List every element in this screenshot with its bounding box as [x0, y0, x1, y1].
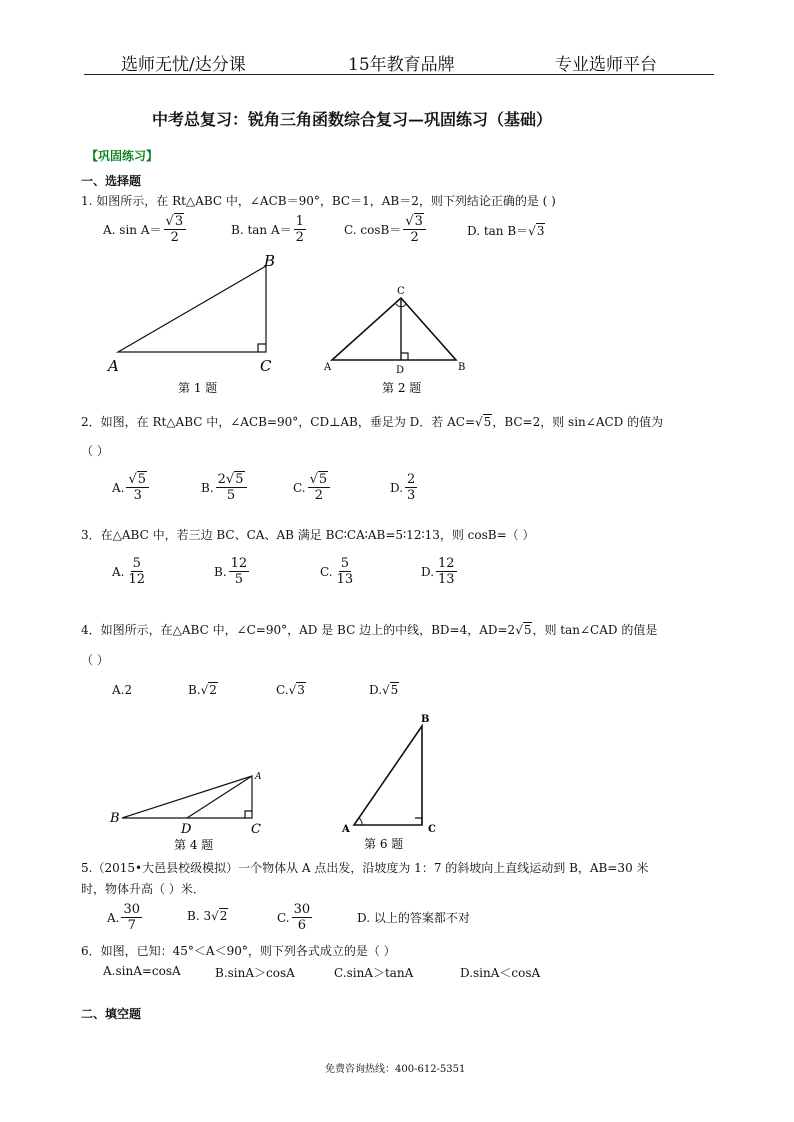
fig4-triangle — [122, 776, 252, 818]
fig2-right-angle — [401, 353, 408, 360]
fig6-caption: 第 6 题 — [364, 837, 404, 851]
header-right: 专业选师平台 — [555, 55, 657, 75]
part2-heading: 二、填空题 — [81, 1007, 142, 1021]
q1-option-d: D. tan B＝√3 — [467, 224, 545, 238]
fig4-label-c: C — [251, 822, 261, 837]
fig1-caption: 第 1 题 — [178, 381, 218, 395]
q2-option-a: A. $\frac{√5}{3}$ — [112, 472, 151, 503]
fig1-label-c: C — [260, 357, 272, 375]
q6-option-b: B.sinA＞cosA — [215, 966, 295, 980]
fig2-label-a: A — [324, 362, 332, 373]
q3-option-c: C. $\frac{5}{13}$ — [320, 556, 354, 587]
q2-paren: （ ） — [81, 444, 109, 458]
q5-line1: 5.（2015•大邑县校级模拟）一个物体从 A 点出发，沿坡度为 1：7 的斜坡向上直线运动到 B，AB=30 米 — [81, 861, 649, 875]
q4-option-b: B.√2 — [188, 683, 217, 697]
q6-option-c: C.sinA＞tanA — [334, 966, 414, 980]
q3-option-b: B. $\frac{12}{5}$ — [214, 556, 248, 587]
fig6-label-b: B — [421, 714, 430, 725]
fig4-label-b: B — [110, 811, 120, 826]
q4-option-c: C.√3 — [276, 683, 305, 697]
fig4-median — [187, 776, 252, 818]
q5-option-d: D. 以上的答案都不对 — [357, 911, 470, 925]
q4-stem: 4．如图所示，在△ABC 中，∠C=90°，AD 是 BC 边上的中线，BD=4，AD=2√5，则 tan∠CAD 的值是 — [81, 623, 658, 637]
q1-option-b: B. tan A＝ $\frac{1}{2}$ — [231, 214, 304, 245]
q6-stem: 6．如图，已知：45°＜A＜90°，则下列各式成立的是（ ） — [81, 944, 396, 958]
section-tag: 【巩固练习】 — [86, 149, 159, 163]
q2-option-d: D. $\frac{2}{3}$ — [390, 472, 416, 503]
q1-option-a: A. sin A＝ $\frac{√3}{2}$ — [103, 214, 188, 245]
fig6-triangle — [354, 726, 422, 825]
figure-2 — [318, 280, 478, 400]
fig1-label-b: B — [264, 252, 276, 270]
fig6-angle-arc — [359, 818, 362, 825]
q5-option-b: B. 3√2 — [187, 909, 228, 923]
q4-option-a: A.2 — [112, 683, 133, 697]
fig4-caption: 第 4 题 — [174, 838, 214, 852]
fig1-label-a: A — [108, 357, 119, 375]
fig4-right-angle — [245, 811, 252, 818]
q4-option-d: D.√5 — [369, 683, 399, 697]
figure-1 — [100, 250, 300, 400]
fig1-right-angle — [258, 344, 266, 352]
header-rule — [84, 74, 714, 75]
footer-hotline: 免费咨询热线：400-612-5351 — [325, 1064, 466, 1075]
q2-option-c: C. $\frac{√5}{2}$ — [293, 472, 332, 503]
fig2-label-c: C — [397, 286, 405, 297]
q6-option-d: D.sinA＜cosA — [460, 966, 541, 980]
q3-option-d: D. $\frac{12}{13}$ — [421, 556, 455, 587]
fig2-caption: 第 2 题 — [382, 381, 422, 395]
q2-option-b: B. $\frac{2√5}{5}$ — [201, 472, 249, 503]
fig2-label-d: D — [396, 365, 405, 376]
fig4-label-d: D — [181, 822, 192, 837]
fig2-label-b: B — [458, 362, 466, 373]
fig6-label-c: C — [428, 824, 436, 835]
header-left: 选师无忧/达分课 — [121, 55, 246, 75]
q6-option-a: A.sinA=cosA — [103, 964, 181, 978]
figure-4 — [105, 765, 275, 855]
q5-option-c: C. $\frac{30}{6}$ — [277, 902, 311, 933]
q1-stem: 1. 如图所示，在 Rt△ABC 中，∠ACB＝90°，BC＝1，AB＝2，则下列结论正确的是 ( ) — [81, 194, 556, 208]
q3-option-a: A. $\frac{5}{12}$ — [112, 556, 146, 587]
fig4-label-a: A — [255, 772, 262, 782]
q5-option-a: A. $\frac{30}{7}$ — [107, 902, 141, 933]
header-center: 15年教育品牌 — [348, 55, 455, 75]
q1-option-c: C. cosB＝ $\frac{√3}{2}$ — [344, 214, 428, 245]
part1-heading: 一、选择题 — [81, 174, 142, 188]
q5-line2: 时，物体升高（ ）米． — [81, 882, 205, 896]
page-title: 中考总复习：锐角三角函数综合复习—巩固练习（基础） — [152, 110, 553, 129]
figure-6 — [338, 708, 448, 858]
fig6-label-a: A — [342, 824, 350, 835]
fig2-triangle — [332, 298, 456, 360]
q4-paren: （ ） — [81, 653, 109, 667]
q3-stem: 3．在△ABC 中，若三边 BC、CA、AB 满足 BC∶CA∶AB=5∶12∶13，则 cosB=（ ） — [81, 528, 535, 542]
fig1-triangle — [118, 266, 266, 352]
fig6-right-angle — [415, 818, 422, 825]
q2-stem: 2．如图，在 Rt△ABC 中，∠ACB=90°，CD⊥AB，垂足为 D．若 AC=√5，BC=2，则 sin∠ACD 的值为 — [81, 415, 664, 429]
